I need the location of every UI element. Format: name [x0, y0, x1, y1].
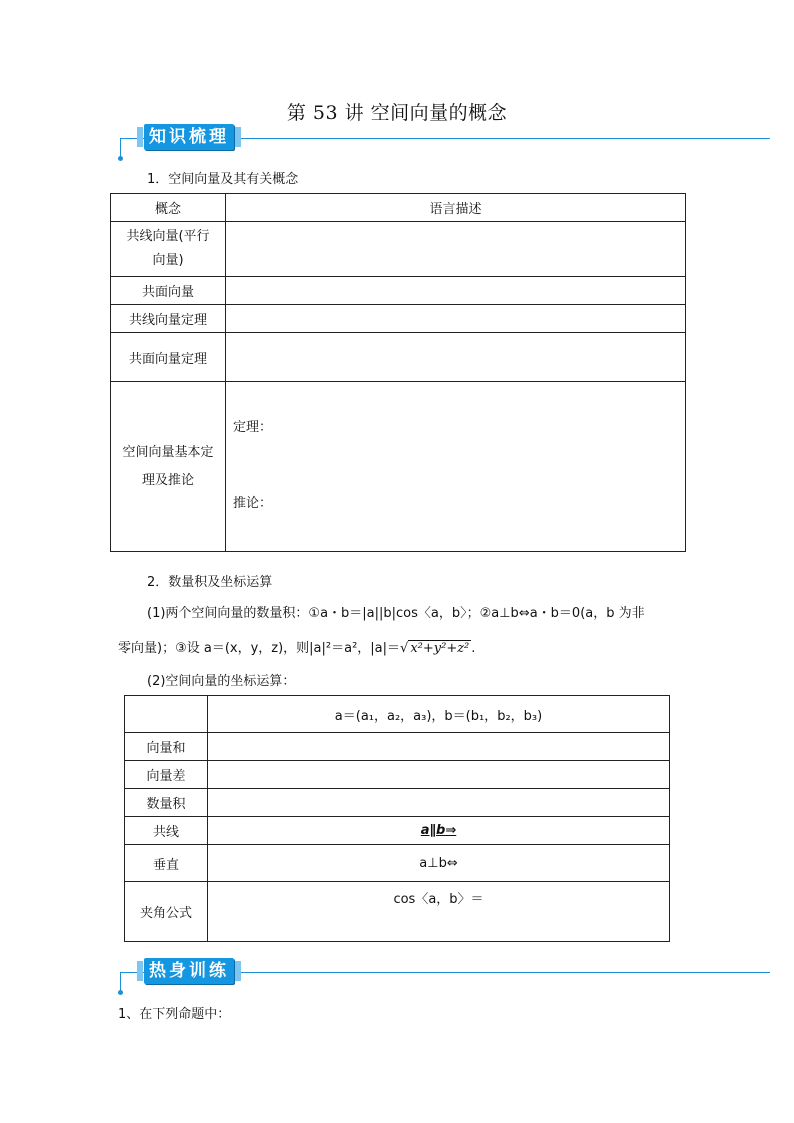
page-title: 第 53 讲 空间向量的概念 [286, 102, 508, 124]
dot-product-line1: (1)两个空间向量的数量积：①a・b＝|a||b|cos〈a，b〉；②a⊥b⇔a・b＝0(a，b 为非 [147, 606, 645, 621]
coord-row-collinear-value: a∥b⇒ [208, 817, 670, 845]
row-basic-theorem-label-a: 空间向量基本定 [122, 444, 214, 460]
coord-row-sum-label: 向量和 [125, 733, 208, 761]
coord-row-dot-label: 数量积 [125, 789, 208, 817]
header-description: 语言描述 [226, 194, 686, 222]
row-coplanar-vector-desc [226, 277, 686, 305]
coord-row-diff-label: 向量差 [125, 761, 208, 789]
sqrt-radicand: x²+y²+z² [410, 641, 470, 656]
dot-product-line2 [118, 637, 475, 656]
coordinate-table [124, 695, 670, 942]
coord-row-angle-label: 夹角公式 [125, 882, 208, 942]
sqrt-sign: √ [400, 641, 409, 656]
part2-heading: 2．数量积及坐标运算 [147, 575, 273, 590]
row-basic-theorem-label-b: 理及推论 [141, 472, 194, 488]
coord-row-collinear-label: 共线 [125, 817, 208, 845]
coord-row-angle-value: cos〈a，b〉＝ [208, 882, 670, 942]
row-collinear-vector [111, 222, 226, 277]
section-banner-warmup [120, 961, 770, 994]
coord-row-perp-value: a⊥b⇔ [208, 845, 670, 882]
coord-row-dot-value [208, 789, 670, 817]
theorem-label: 定理： [233, 420, 273, 435]
section-title-knowledge: 知识梳理 [144, 124, 234, 150]
row-coplanar-theorem-desc [226, 333, 686, 382]
corollary-label: 推论： [233, 496, 273, 511]
row-basic-theorem [111, 382, 226, 552]
row-collinear-vector-label-b: 向量) [152, 253, 184, 268]
section-banner-knowledge [120, 127, 770, 160]
row-collinear-vector-desc [226, 222, 686, 277]
row-basic-theorem-desc [226, 382, 686, 552]
coord-header: a＝(a₁，a₂，a₃)，b＝(b₁，b₂，b₃) [208, 696, 670, 733]
coord-row-perp-label: 垂直 [125, 845, 208, 882]
dot-product-line2-end: . [471, 641, 476, 656]
row-coplanar-theorem: 共面向量定理 [111, 333, 226, 382]
concept-table [110, 193, 686, 552]
part1-heading: 1．空间向量及其有关概念 [147, 172, 299, 187]
row-collinear-theorem-desc [226, 305, 686, 333]
coord-header-empty [125, 696, 208, 733]
dot-product-line2-text: 零向量)；③设 a＝(x，y，z)，则|a|²＝a²，|a|＝ [118, 641, 401, 656]
coordinate-ops-heading: (2)空间向量的坐标运算： [147, 674, 296, 689]
row-collinear-vector-label-a: 共线向量(平行 [126, 229, 210, 244]
coord-row-sum-value [208, 733, 670, 761]
coord-row-diff-value [208, 761, 670, 789]
header-concept: 概念 [111, 194, 226, 222]
row-coplanar-vector: 共面向量 [111, 277, 226, 305]
row-collinear-theorem: 共线向量定理 [111, 305, 226, 333]
question-1: 1、在下列命题中： [118, 1007, 231, 1022]
section-title-warmup: 热身训练 [144, 958, 234, 984]
